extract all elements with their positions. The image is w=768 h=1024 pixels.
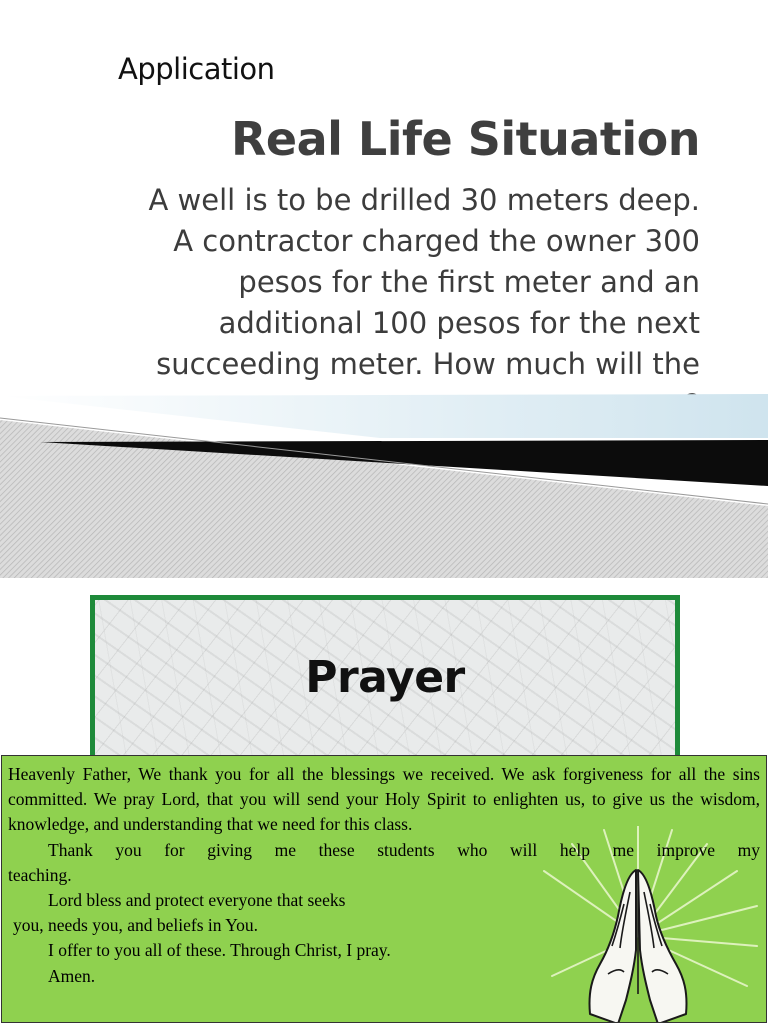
prayer-card	[1, 755, 767, 1023]
prayer-line-text: Amen.	[48, 965, 96, 986]
prayer-line-text: you, needs you, and beliefs in You.	[13, 915, 258, 936]
problem-line: succeeding meter. How much will the	[156, 347, 700, 381]
problem-line: A contractor charged the owner 300	[173, 224, 700, 258]
problem-line: pesos for the first meter and an	[238, 265, 700, 299]
prayer-line-text: I offer to you all of these. Through Christ, I pray.	[48, 940, 391, 961]
slide-prayer	[0, 578, 768, 1024]
prayer-line	[8, 838, 760, 863]
slide-label: Application	[118, 52, 275, 86]
prayer-text	[8, 762, 760, 989]
prayer-line	[8, 938, 760, 963]
prayer-title: Prayer	[305, 652, 465, 703]
prayer-line: teaching.	[8, 864, 72, 885]
prayer-line	[8, 913, 760, 938]
prayer-line-text: Lord bless and protect everyone that seeks	[48, 890, 346, 911]
slide-title: Real Life Situation	[230, 112, 700, 166]
problem-line: A well is to be drilled 30 meters deep.	[148, 183, 700, 217]
prayer-line-text: Thank you for giving me these students who will help me improve my	[48, 839, 760, 860]
slide-decoration	[0, 388, 768, 578]
prayer-line	[8, 888, 760, 913]
prayer-line	[8, 964, 760, 989]
problem-line: additional 100 pesos for the next	[218, 306, 700, 340]
prayer-paragraph: Heavenly Father, We thank you for all the blessings we received. We ask forgiveness for all the sins committed. We pray Lord, that you will send your Holy Spirit to enlighten us, to give us the wisdom, knowledge, and understanding that we need for this class.	[8, 764, 760, 835]
prayer-title-frame	[90, 595, 680, 765]
